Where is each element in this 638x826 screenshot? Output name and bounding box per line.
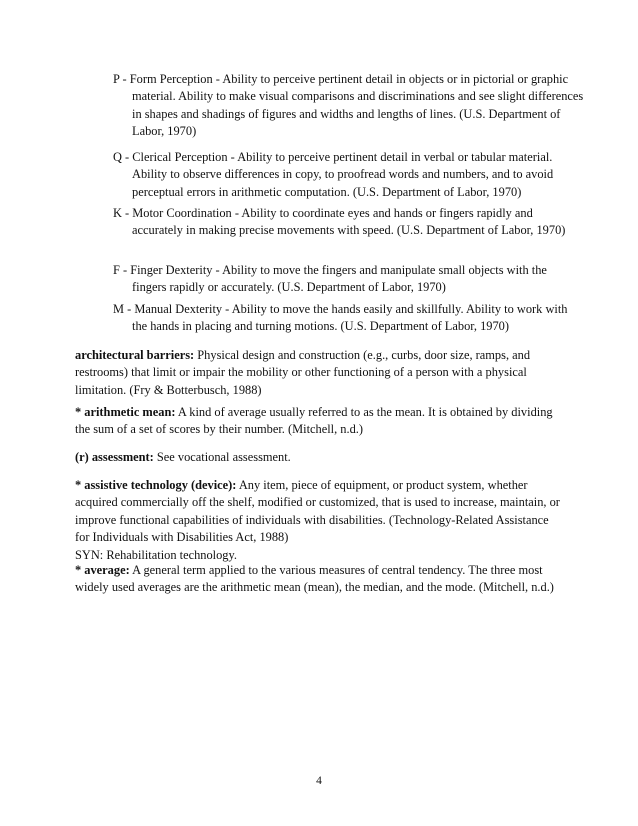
entry-definition: A kind of average usually referred to as the mean. It is obtained by dividing the sum of a set of scores by their number. (Mitchell, n.d.)	[75, 405, 553, 437]
entry-definition: See vocational assessment.	[156, 450, 291, 464]
entry-architectural-barriers	[75, 347, 565, 399]
aptitude-manual-dexterity: M - Manual Dexterity - Ability to move the hands easily and skillfully. Ability to work with the hands in placing and turning motions. (U.S. Department of Labor, 1970)	[113, 302, 568, 334]
entry-term: * assistive technology (device):	[75, 478, 237, 492]
aptitude-finger-dexterity: F - Finger Dexterity - Ability to move the fingers and manipulate small objects with the fingers rapidly or accurately. (U.S. Department of Labor, 1970)	[113, 263, 547, 295]
entry-term: architectural barriers:	[75, 348, 195, 362]
entry-assessment	[75, 449, 565, 466]
entry-term: * average:	[75, 563, 130, 577]
entry-term: * arithmetic mean:	[75, 405, 176, 419]
entry-assistive-technology	[75, 477, 565, 564]
aptitude-motor-coordination: K - Motor Coordination - Ability to coordinate eyes and hands or fingers rapidly and accurately in making precise movements with speed. (U.S. Department of Labor, 1970)	[113, 206, 566, 238]
entry-synonym: SYN: Rehabilitation technology.	[75, 547, 237, 562]
aptitude-clerical-perception: Q - Clerical Perception - Ability to perceive pertinent detail in verbal or tabular material. Ability to observe differences in copy, to proofread words and numbers, and to avoid perceptual errors in arithmetic computation. (U.S. Department of Labor, 1970)	[113, 150, 554, 199]
entry-definition: A general term applied to the various measures of central tendency. The three most widely used averages are the arithmetic mean (mean), the median, and the mode. (Mitchell, n.d.)	[75, 563, 554, 595]
entry-average	[75, 562, 565, 597]
entry-term: (r) assessment:	[75, 450, 154, 464]
entry-arithmetic-mean	[75, 404, 565, 439]
page-number: 4	[316, 775, 322, 787]
entry-definition: Any item, piece of equipment, or product system, whether acquired commercially off the shelf, modified or customized, that is used to increase, maintain, or improve functional capabilities of individuals with disabilities. (Technology-Related Assistance for Individuals with Disabilities Act, 1988)	[75, 478, 560, 545]
entry-definition: Physical design and construction (e.g., curbs, door size, ramps, and restrooms) that limit or impair the mobility or other functioning of a person with a physical limitation. (Fry & Botterbusch, 1988)	[75, 348, 531, 397]
aptitude-form-perception: P - Form Perception - Ability to perceive pertinent detail in objects or in pictorial or graphic material. Ability to make visual comparisons and discriminations and see slight differences in shapes and shadings of figures and widths and lengths of lines. (U.S. Department of Labor, 1970)	[113, 72, 584, 139]
